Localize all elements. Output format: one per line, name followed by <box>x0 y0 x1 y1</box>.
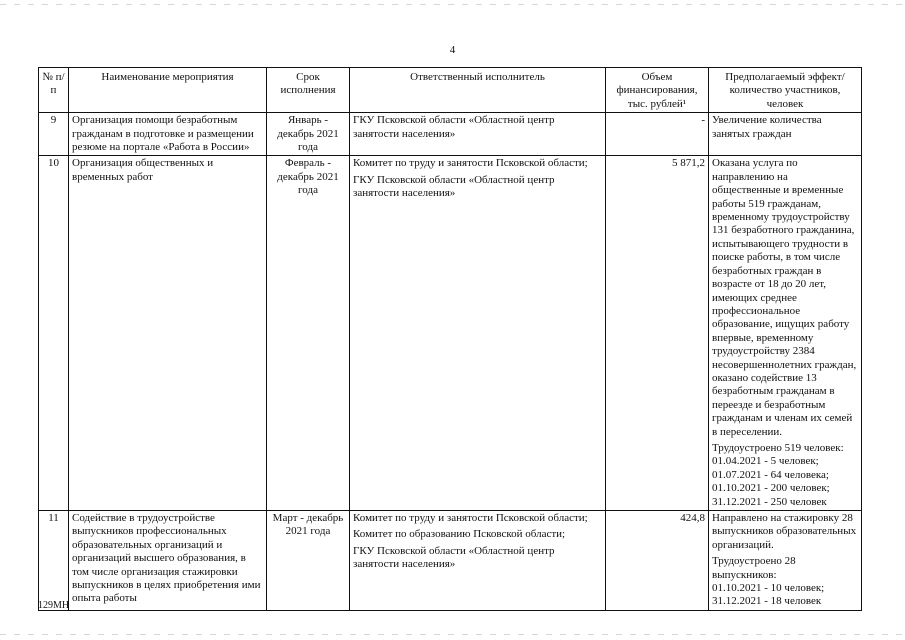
header-responsible: Ответственный исполнитель <box>350 68 606 113</box>
row-funding: 5 871,2 <box>606 156 709 511</box>
responsible-line: ГКУ Псковской области «Областной центр занятости населения» <box>353 544 555 571</box>
row-num: 11 <box>39 511 69 611</box>
result-line: Увеличение количества занятых граждан <box>712 114 822 140</box>
result-line: Трудоустроено 28 выпускников: <box>712 555 796 581</box>
row-name: Организация общественных и временных работ <box>69 156 267 511</box>
result-line: 01.07.2021 - 64 человека; <box>712 468 829 481</box>
row-funding: - <box>606 113 709 156</box>
row-num: 9 <box>39 113 69 156</box>
row-name: Организация помощи безработным гражданам в подготовке и размещении резюме на портале «Работа в России» <box>69 113 267 156</box>
row-result <box>709 156 862 511</box>
footer-code: 129МН <box>38 600 70 611</box>
row-responsible <box>350 113 606 156</box>
table-row <box>39 156 862 511</box>
scan-edge-top <box>0 4 905 5</box>
result-line: Трудоустроено 519 человек: <box>712 441 844 454</box>
measures-table <box>38 67 862 611</box>
table-header-row <box>39 68 862 113</box>
table-row <box>39 511 862 611</box>
result-line: 01.10.2021 - 200 человек; <box>712 482 830 495</box>
result-line: Оказана услуга по направлению на общественные и временные работы 519 гражданам, временному трудоустройству 131 безработного гражданина, испытывающего трудности в поиске работы, в том числе безработных граждан в возрасте от 18 до 20 лет, имеющих среднее профессиональное образование, ищущих работу впервые, временному трудоустройству 2384 несовершеннолетних граждан, оказано содействие 13 безработным гражданам в переезде и безработным гражданам и членам их семей в переселении. <box>712 157 857 438</box>
row-result <box>709 113 862 156</box>
table-row <box>39 113 862 156</box>
row-funding: 424,8 <box>606 511 709 611</box>
result-line: 31.12.2021 - 250 человек <box>712 495 827 508</box>
result-line: 31.12.2021 - 18 человек <box>712 595 822 608</box>
row-term: Январь - декабрь 2021 года <box>267 113 350 156</box>
header-result: Предполагаемый эффект/количество участников, человек <box>709 68 862 113</box>
scan-edge-bottom <box>0 634 905 635</box>
row-name: Содействие в трудоустройстве выпускников профессиональных образовательных организаций и организаций высшего образования, в том числе организация стажировки выпускников в целях приобретения ими опыта работы <box>69 511 267 611</box>
row-responsible <box>350 156 606 511</box>
result-line: 01.04.2021 - 5 человек; <box>712 455 819 468</box>
responsible-line: Комитет по образованию Псковской области; <box>353 528 566 541</box>
responsible-line: ГКУ Псковской области «Областной центр занятости населения» <box>353 173 555 200</box>
row-term: Март - декабрь 2021 года <box>267 511 350 611</box>
header-funding: Объем финансирования, тыс. рублей¹ <box>606 68 709 113</box>
header-num: № п/п <box>39 68 69 113</box>
row-responsible <box>350 511 606 611</box>
result-line: 01.10.2021 - 10 человек; <box>712 582 825 595</box>
header-name: Наименование мероприятия <box>69 68 267 113</box>
header-term: Срок исполнения <box>267 68 350 113</box>
row-result <box>709 511 862 611</box>
page-number: 4 <box>449 44 456 56</box>
responsible-line: Комитет по труду и занятости Псковской области; <box>353 157 588 170</box>
row-term: Февраль - декабрь 2021 года <box>267 156 350 511</box>
responsible-line: Комитет по труду и занятости Псковской области; <box>353 512 588 524</box>
row-num: 10 <box>39 156 69 511</box>
result-line: Направлено на стажировку 28 выпускников образовательных организаций. <box>712 512 857 551</box>
responsible-line: ГКУ Псковской области «Областной центр занятости населения» <box>353 114 555 140</box>
